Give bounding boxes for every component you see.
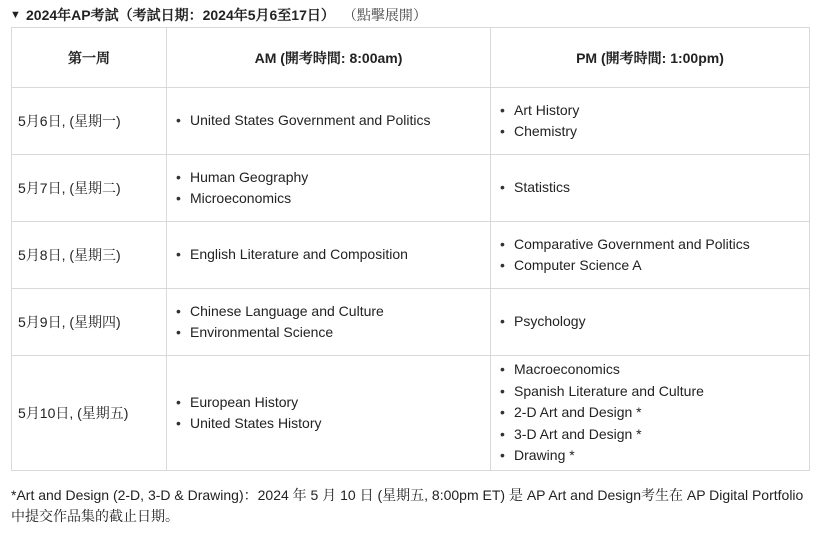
day-cell: 5月10日, (星期五): [12, 356, 167, 471]
header-am: AM (開考時間: 8:00am): [167, 28, 491, 88]
day-cell: 5月7日, (星期二): [12, 155, 167, 222]
list-item: • Psychology: [497, 311, 803, 333]
list-item: • Statistics: [497, 177, 803, 199]
pm-cell: [491, 289, 810, 356]
table-row: [12, 289, 810, 356]
exam-schedule-table: [11, 27, 810, 471]
list-item: • Chemistry: [497, 121, 803, 143]
list-item: • United States Government and Politics: [173, 110, 484, 132]
pm-cell: [491, 356, 810, 471]
list-item: • Microeconomics: [173, 188, 484, 210]
list-item: • 3-D Art and Design *: [497, 424, 803, 446]
table-row: [12, 222, 810, 289]
day-cell: 5月8日, (星期三): [12, 222, 167, 289]
list-item: • Computer Science A: [497, 255, 803, 277]
summary-hint: （點擊展開）: [342, 7, 427, 23]
list-item: • Drawing *: [497, 445, 803, 467]
am-cell: [167, 356, 491, 471]
header-pm: PM (開考時間: 1:00pm): [491, 28, 810, 88]
header-row: [12, 28, 810, 88]
footnote: *Art and Design (2-D, 3-D & Drawing)：2024 年 5 月 10 日 (星期五, 8:00pm ET) 是 AP Art and Design考生在 AP Digital Portfolio中提交作品集的截止日期。: [11, 487, 804, 524]
am-cell: [167, 155, 491, 222]
table-row: [12, 155, 810, 222]
table-row: [12, 356, 810, 471]
list-item: • Comparative Government and Politics: [497, 234, 803, 256]
day-cell: 5月9日, (星期四): [12, 289, 167, 356]
list-item: • Macroeconomics: [497, 359, 803, 381]
am-cell: [167, 222, 491, 289]
am-cell: [167, 289, 491, 356]
list-item: • European History: [173, 392, 484, 414]
pm-cell: [491, 222, 810, 289]
day-cell: 5月6日, (星期一): [12, 88, 167, 155]
am-cell: [167, 88, 491, 155]
list-item: • 2-D Art and Design *: [497, 402, 803, 424]
list-item: • Spanish Literature and Culture: [497, 381, 803, 403]
table-row: [12, 88, 810, 155]
list-item: • Chinese Language and Culture: [173, 301, 484, 323]
header-week: 第一周: [12, 28, 167, 88]
list-item: • English Literature and Composition: [173, 244, 484, 266]
pm-cell: [491, 88, 810, 155]
list-item: • Environmental Science: [173, 322, 484, 344]
list-item: • Art History: [497, 100, 803, 122]
exam-schedule-summary-toggle[interactable]: [10, 5, 427, 25]
pm-cell: [491, 155, 810, 222]
triangle-down-icon: ▼: [10, 9, 21, 21]
list-item: • Human Geography: [173, 167, 484, 189]
summary-title: 2024年AP考試（考試日期：2024年5月6至17日）: [26, 7, 335, 23]
list-item: • United States History: [173, 413, 484, 435]
